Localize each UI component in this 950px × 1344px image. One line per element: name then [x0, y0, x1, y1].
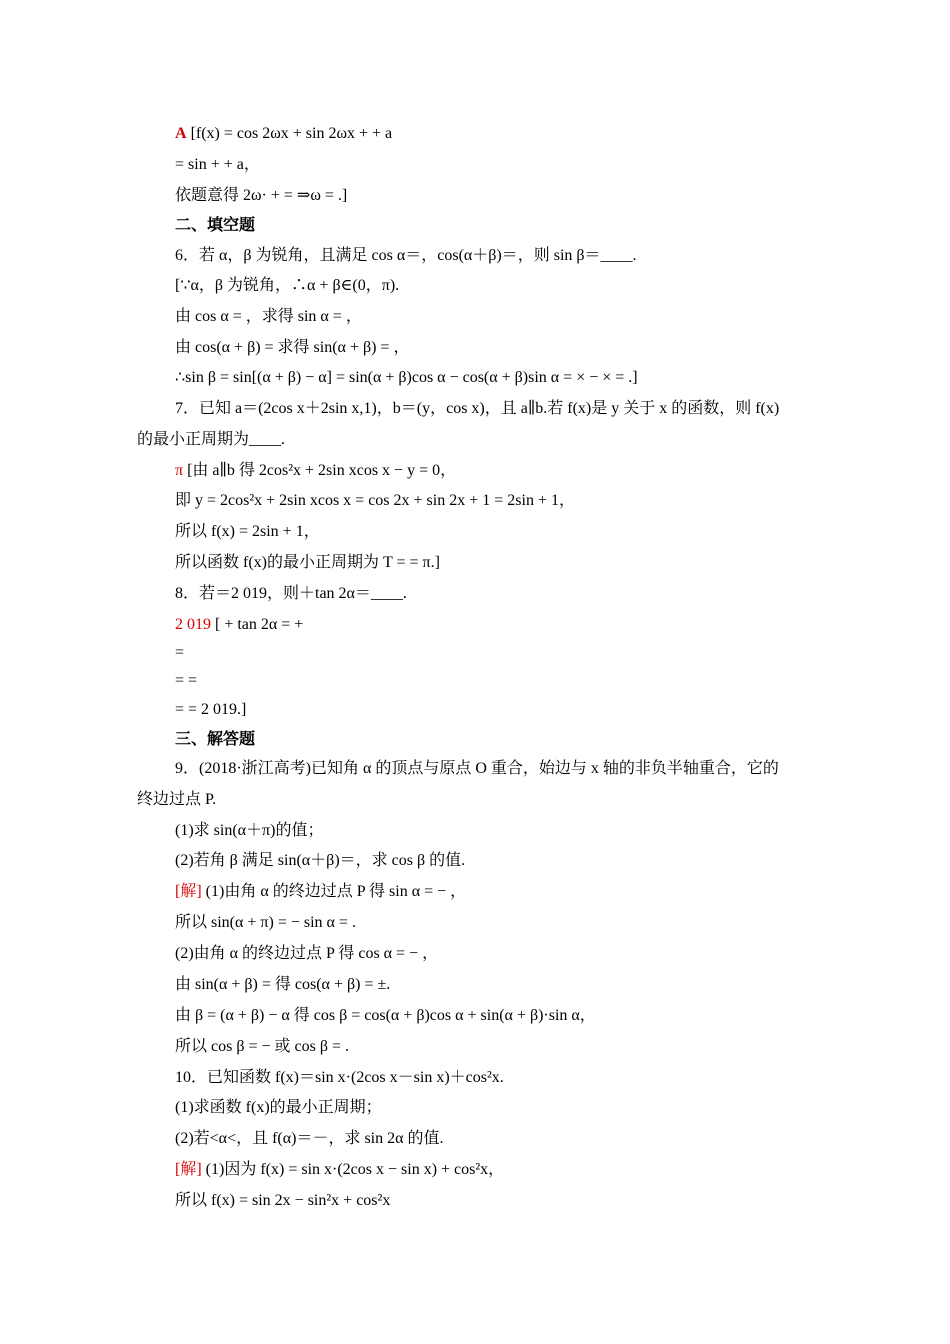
solution-line: 即 y = 2cos²x + 2sin xcos x = cos 2x + sin 2x + 1 = 2sin + 1， — [175, 492, 575, 509]
question-9-cont: 终边过点 P. — [137, 791, 217, 808]
question-10-part-1: (1)求函数 f(x)的最小正周期； — [175, 1099, 382, 1116]
line-text: [f(x) = cos 2ωx + sin 2ωx + + a — [186, 125, 393, 142]
solution-line: [∵α，β 为锐角，∴α + β∈(0，π). — [175, 277, 400, 294]
solution-line: 依题意得 2ω· + = ⇒ω = .] — [175, 187, 348, 204]
question-6: 6．若 α，β 为锐角，且满足 cos α＝，cos(α＋β)＝，则 sin β＝____. — [175, 247, 637, 264]
answer-line-7 — [175, 461, 456, 481]
solution-line: 由 sin(α + β) = 得 cos(α + β) = ±. — [175, 976, 391, 993]
solution-line: = = 2 019.] — [175, 701, 247, 718]
answer-line-8 — [175, 615, 303, 635]
question-9: 9．(2018·浙江高考)已知角 α 的顶点与原点 O 重合，始边与 x 轴的非负半轴重合，它的 — [175, 760, 779, 777]
line-text: (1)由角 α 的终边过点 P 得 sin α = − ， — [201, 883, 467, 900]
question-9-part-1: (1)求 sin(α＋π)的值； — [175, 822, 324, 839]
solution-line: 所以 cos β = − 或 cos β = . — [175, 1038, 350, 1055]
solution-line: 所以 f(x) = sin 2x − sin²x + cos²x — [175, 1192, 391, 1209]
question-10: 10．已知函数 f(x)＝sin x·(2cos x－sin x)＋cos²x. — [175, 1069, 504, 1086]
answer-tag: 2 019 — [175, 616, 211, 633]
answer-line-10 — [175, 1160, 504, 1180]
answer-tag: [解] — [175, 1161, 202, 1178]
solution-line: 所以 sin(α + π) = − sin α = . — [175, 914, 356, 931]
question-9-part-2: (2)若角 β 满足 sin(α＋β)＝，求 cos β 的值. — [175, 852, 466, 869]
answer-line-5 — [175, 124, 392, 144]
line-text: [ + tan 2α = + — [211, 616, 304, 633]
solution-line: 所以函数 f(x)的最小正周期为 T = = π.] — [175, 554, 440, 571]
solution-line: = sin + + a， — [175, 156, 260, 173]
line-text: (1)因为 f(x) = sin x·(2cos x − sin x) + cos²x， — [201, 1161, 505, 1178]
answer-tag: [解] — [175, 883, 202, 900]
line-text: [由 a∥b 得 2cos²x + 2sin xcos x − y = 0， — [183, 462, 457, 479]
solution-line: ∴sin β = sin[(α + β) − α] = sin(α + β)cos α − cos(α + β)sin α = × − × = .] — [175, 369, 638, 386]
solution-line: 由 β = (α + β) − α 得 cos β = cos(α + β)cos α + sin(α + β)·sin α， — [175, 1007, 596, 1024]
solution-line: (2)由角 α 的终边过点 P 得 cos α = − ， — [175, 945, 439, 962]
question-8: 8．若＝2 019，则＋tan 2α＝____. — [175, 585, 407, 602]
answer-line-9 — [175, 882, 466, 902]
answer-tag: π — [175, 462, 184, 479]
solution-line: 由 cos α = ，求得 sin α = ， — [175, 308, 362, 325]
question-7: 7．已知 a＝(2cos x＋2sin x,1)，b＝(y，cos x)，且 a∥b.若 f(x)是 y 关于 x 的函数，则 f(x) — [175, 400, 780, 417]
solution-line: 由 cos(α + β) = 求得 sin(α + β) = ， — [175, 339, 410, 356]
answer-tag: A — [175, 125, 187, 142]
section-heading-answer: 三、解答题 — [175, 731, 256, 748]
question-10-part-2: (2)若<α<，且 f(α)＝－，求 sin 2α 的值. — [175, 1130, 444, 1147]
question-7-cont: 的最小正周期为____. — [137, 431, 286, 448]
solution-line: = = — [175, 672, 198, 689]
section-heading-fill-blank: 二、填空题 — [175, 217, 256, 234]
solution-line: = — [175, 644, 185, 661]
solution-line: 所以 f(x) = 2sin + 1， — [175, 523, 320, 540]
